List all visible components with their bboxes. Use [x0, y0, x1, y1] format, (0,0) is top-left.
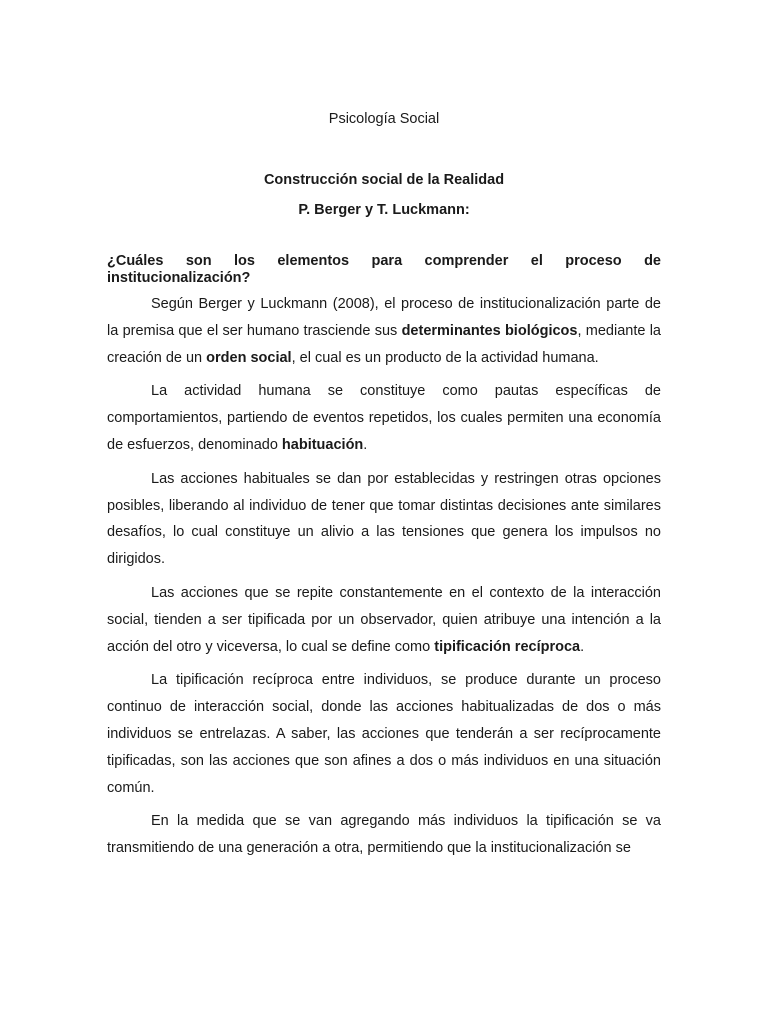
paragraph-4-text-a: Las acciones que se repite constantemente en el contexto de la interacción social, tienden a ser tipificada por un observador, quien atribuye una intención a la acción del otro y viceversa, lo cual se define como	[107, 584, 661, 655]
document-authors: P. Berger y T. Luckmann:	[298, 202, 470, 218]
paragraph-1-bold-1: determinantes biológicos	[401, 322, 578, 339]
paragraph-2-text-c: .	[363, 436, 368, 453]
paragraph-2-bold: habituación	[281, 436, 364, 453]
course-heading: Psicología Social	[328, 111, 440, 127]
paragraph-2-text-a: La actividad humana se constituye como pautas específicas de comportamientos, partiendo de eventos repetidos, los cuales permiten una economía de esfuerzos, denominado	[107, 383, 661, 453]
question-line-1: ¿Cuáles son los elementos para comprender el proceso de	[107, 253, 661, 269]
paragraph-4-bold: tipificación recíproca	[434, 638, 581, 655]
paragraph-1-text-a: Según Berger y Luckmann (2008), el proceso de institucionalización parte de la premisa que el ser humano trasciende sus	[107, 296, 661, 339]
body-text	[107, 291, 661, 869]
paragraph-3: Las acciones habituales se dan por establecidas y restringen otras opciones posibles, liberando al individuo de tener que tomar distintas decisiones ante similares desafíos, lo cual constituye un alivio a las tensiones que genera los impulsos no dirigidos.	[107, 470, 661, 568]
question-line-2: institucionalización?	[107, 269, 251, 286]
paragraph-1-text-d: , el cual es un producto de la actividad humana.	[291, 349, 599, 366]
paragraph-5: La tipificación recíproca entre individuos, se produce durante un proceso continuo de interacción social, donde las acciones habitualizadas de dos o más individuos se entrelazas. A saber, las acciones que tenderán a ser recíprocamente tipificadas, son las acciones que son afines a dos o más individuos en una situación común.	[107, 672, 661, 796]
paragraph-2	[107, 378, 661, 458]
paragraph-4	[107, 580, 661, 660]
paragraph-6: En la medida que se van agregando más individuos la tipificación se va transmitiendo de una generación a otra, permitiendo que la institucionalización se	[107, 813, 661, 857]
paragraph-1-bold-2: orden social	[206, 349, 292, 366]
paragraph-1-text-c: , mediante la creación de un	[107, 322, 661, 366]
paragraph-4-text-c: .	[580, 638, 585, 655]
paragraph-1	[107, 291, 661, 371]
section-question	[107, 253, 661, 286]
document-title: Construcción social de la Realidad	[263, 172, 505, 188]
